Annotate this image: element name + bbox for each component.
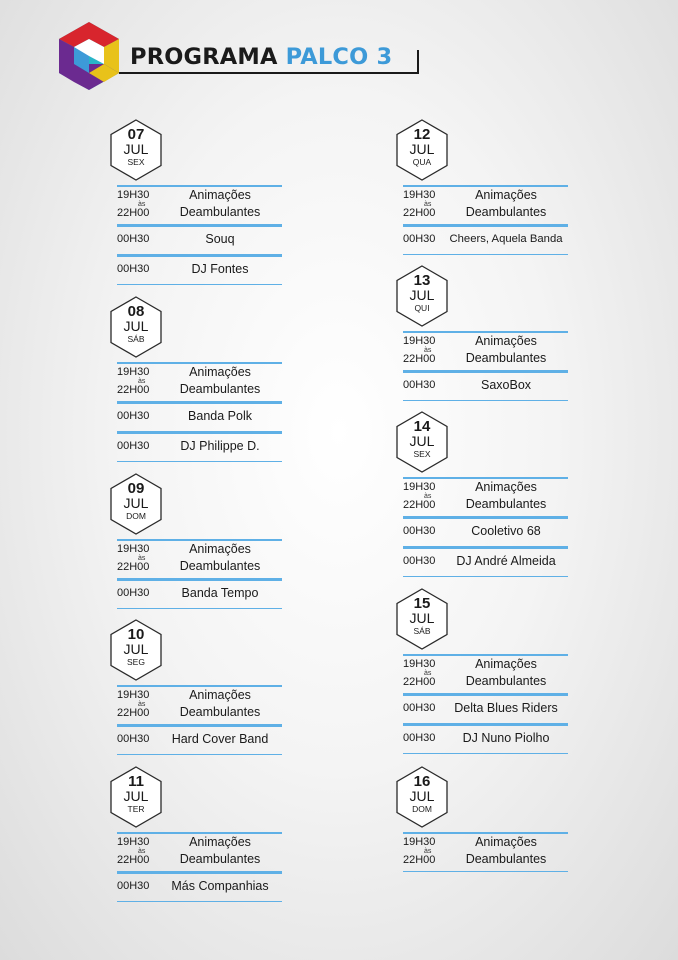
event-act-line2: Deambulantes	[465, 205, 547, 219]
event-time: 00H30	[117, 880, 150, 892]
event-act-line2: Deambulantes	[179, 205, 261, 219]
event-end-time: 22H00	[117, 707, 150, 719]
event-end-time: 22H00	[117, 384, 150, 396]
event-act-line1: Animações	[475, 657, 537, 671]
event-act	[447, 187, 565, 221]
event-act: DJ André Almeida	[456, 554, 556, 568]
date-day: 07	[127, 126, 145, 143]
date-hexagon	[394, 410, 450, 474]
page-title	[130, 44, 392, 70]
date-weekday: SEG	[127, 657, 145, 667]
schedule-row	[117, 402, 282, 432]
date-hexagon	[108, 295, 164, 359]
date-month: JUL	[123, 788, 149, 804]
date-hexagon	[108, 618, 164, 682]
date-month: JUL	[123, 495, 149, 511]
event-time: 00H30	[117, 733, 150, 745]
row-bottom-line	[117, 461, 282, 463]
date-weekday: SEX	[127, 157, 145, 167]
date-month: JUL	[409, 287, 435, 303]
event-act: DJ Fontes	[191, 262, 249, 276]
event-act-line2: Deambulantes	[179, 559, 261, 573]
row-top-line	[117, 255, 282, 257]
event-end-time: 22H00	[117, 561, 150, 573]
event-time: 00H30	[117, 440, 150, 452]
event-end-time: 22H00	[403, 499, 436, 511]
row-top-line	[403, 694, 568, 696]
event-act-line2: Deambulantes	[465, 852, 547, 866]
date-day: 13	[413, 272, 431, 289]
row-bottom-line	[403, 753, 568, 755]
event-time-separator: às	[138, 555, 146, 562]
event-time-separator: às	[424, 201, 432, 208]
date-month: JUL	[409, 141, 435, 157]
event-act	[161, 364, 279, 398]
schedule-row	[403, 832, 568, 872]
event-end-time: 22H00	[117, 207, 150, 219]
row-top-line	[117, 872, 282, 874]
date-day: 14	[413, 418, 431, 435]
event-time: 00H30	[403, 732, 436, 744]
event-time: 00H30	[403, 379, 436, 391]
event-start-time: 19H30	[403, 189, 436, 201]
date-day: 15	[413, 595, 431, 612]
event-act: Más Companhias	[171, 879, 269, 893]
event-act-line2: Deambulantes	[179, 382, 261, 396]
row-bottom-line	[403, 254, 568, 256]
event-act: SaxoBox	[480, 378, 532, 392]
date-weekday: SEX	[413, 449, 431, 459]
event-time: 00H30	[117, 410, 150, 422]
event-start-time: 19H30	[117, 366, 150, 378]
date-hexagon	[108, 472, 164, 536]
row-bottom-line	[117, 284, 282, 286]
event-act	[161, 687, 279, 721]
date-month: JUL	[123, 318, 149, 334]
event-act-line1: Animações	[475, 188, 537, 202]
event-act: Souq	[205, 232, 235, 246]
schedule-row	[403, 654, 568, 694]
schedule-row	[403, 185, 568, 225]
date-day: 16	[413, 773, 431, 790]
event-start-time: 19H30	[403, 836, 436, 848]
date-day: 08	[127, 303, 145, 320]
date-hexagon	[394, 587, 450, 651]
event-act: Delta Blues Riders	[454, 701, 558, 715]
schedule-row	[117, 832, 282, 872]
event-start-time: 19H30	[117, 689, 150, 701]
date-weekday: QUA	[412, 157, 432, 167]
row-bottom-line	[403, 576, 568, 578]
event-start-time: 19H30	[117, 189, 150, 201]
date-day: 11	[128, 773, 144, 790]
row-bottom-line	[403, 871, 568, 873]
event-time-separator: às	[424, 493, 432, 500]
event-act	[161, 541, 279, 575]
festival-logo-icon	[56, 20, 122, 92]
event-act-line1: Animações	[189, 365, 251, 379]
event-end-time: 22H00	[403, 676, 436, 688]
date-day: 10	[127, 626, 145, 643]
date-hexagon	[394, 264, 450, 328]
event-start-time: 19H30	[403, 481, 436, 493]
row-bottom-line	[403, 400, 568, 402]
schedule-row	[403, 517, 568, 547]
event-time: 00H30	[403, 233, 436, 245]
event-act-line2: Deambulantes	[465, 497, 547, 511]
date-hexagon	[108, 765, 164, 829]
title-underline-tick	[417, 50, 419, 74]
date-weekday: DOM	[412, 804, 432, 814]
date-hexagon	[394, 118, 450, 182]
schedule-row	[403, 371, 568, 401]
schedule-row	[403, 331, 568, 371]
event-act: Hard Cover Band	[171, 732, 269, 746]
date-month: JUL	[409, 610, 435, 626]
schedule-row	[117, 255, 282, 285]
event-time-separator: às	[138, 848, 146, 855]
row-bottom-line	[117, 754, 282, 756]
date-weekday: SÁB	[413, 626, 431, 636]
title-underline	[119, 72, 419, 74]
event-act-line1: Animações	[189, 188, 251, 202]
event-time-separator: às	[424, 347, 432, 354]
page-header	[56, 20, 436, 92]
event-end-time: 22H00	[403, 353, 436, 365]
date-day: 09	[127, 480, 145, 497]
date-hexagon	[394, 765, 450, 829]
schedule-row	[403, 694, 568, 724]
event-time: 00H30	[403, 555, 436, 567]
event-time: 00H30	[117, 233, 150, 245]
event-start-time: 19H30	[117, 543, 150, 555]
title-programa: PROGRAMA	[130, 44, 278, 70]
event-time-separator: às	[138, 701, 146, 708]
event-act-line1: Animações	[475, 334, 537, 348]
row-top-line	[403, 724, 568, 726]
event-act: DJ Philippe D.	[180, 439, 260, 453]
event-act	[161, 834, 279, 868]
event-start-time: 19H30	[117, 836, 150, 848]
row-top-line	[403, 371, 568, 373]
event-act	[447, 333, 565, 367]
event-act: Banda Tempo	[181, 586, 259, 600]
event-act: Cheers, Aquela Banda	[449, 233, 563, 245]
event-time: 00H30	[403, 525, 436, 537]
event-time-separator: às	[138, 378, 146, 385]
schedule-row	[403, 724, 568, 754]
schedule-row	[117, 362, 282, 402]
date-weekday: DOM	[126, 511, 146, 521]
event-end-time: 22H00	[403, 207, 436, 219]
schedule-row	[403, 225, 568, 255]
schedule-row	[117, 872, 282, 902]
row-top-line	[403, 517, 568, 519]
row-top-line	[117, 432, 282, 434]
event-act-line1: Animações	[189, 688, 251, 702]
event-time-separator: às	[138, 201, 146, 208]
event-act	[447, 479, 565, 513]
event-act-line2: Deambulantes	[179, 852, 261, 866]
event-act	[447, 656, 565, 690]
schedule-row	[117, 725, 282, 755]
row-bottom-line	[117, 608, 282, 610]
schedule-row	[117, 432, 282, 462]
event-time: 00H30	[403, 702, 436, 714]
event-time-separator: às	[424, 848, 432, 855]
row-top-line	[117, 725, 282, 727]
event-time: 00H30	[117, 587, 150, 599]
schedule-row	[117, 185, 282, 225]
event-act	[161, 187, 279, 221]
date-day: 12	[413, 126, 431, 143]
schedule-row	[403, 547, 568, 577]
title-palco: PALCO 3	[285, 44, 393, 70]
date-month: JUL	[409, 433, 435, 449]
date-weekday: QUI	[414, 303, 430, 313]
row-top-line	[117, 579, 282, 581]
event-act-line1: Animações	[189, 542, 251, 556]
event-end-time: 22H00	[403, 854, 436, 866]
event-act-line1: Animações	[475, 480, 537, 494]
event-act-line2: Deambulantes	[179, 705, 261, 719]
event-start-time: 19H30	[403, 335, 436, 347]
event-time: 00H30	[117, 263, 150, 275]
row-top-line	[117, 225, 282, 227]
row-top-line	[117, 402, 282, 404]
event-act-line1: Animações	[189, 835, 251, 849]
row-top-line	[403, 547, 568, 549]
schedule-row	[117, 685, 282, 725]
event-end-time: 22H00	[117, 854, 150, 866]
event-act	[447, 834, 565, 868]
event-act-line2: Deambulantes	[465, 351, 547, 365]
event-start-time: 19H30	[403, 658, 436, 670]
event-act: Banda Polk	[188, 409, 252, 423]
date-month: JUL	[123, 641, 149, 657]
row-bottom-line	[117, 901, 282, 903]
event-act: DJ Nuno Piolho	[462, 731, 550, 745]
event-act-line1: Animações	[475, 835, 537, 849]
schedule-row	[117, 225, 282, 255]
schedule-row	[403, 477, 568, 517]
event-time-separator: às	[424, 670, 432, 677]
schedule-row	[117, 539, 282, 579]
date-hexagon	[108, 118, 164, 182]
event-act-line2: Deambulantes	[465, 674, 547, 688]
date-month: JUL	[123, 141, 149, 157]
schedule-row	[117, 579, 282, 609]
event-act: Cooletivo 68	[471, 524, 541, 538]
date-weekday: SÁB	[127, 334, 145, 344]
row-top-line	[403, 225, 568, 227]
date-month: JUL	[409, 788, 435, 804]
date-weekday: TER	[127, 804, 145, 814]
